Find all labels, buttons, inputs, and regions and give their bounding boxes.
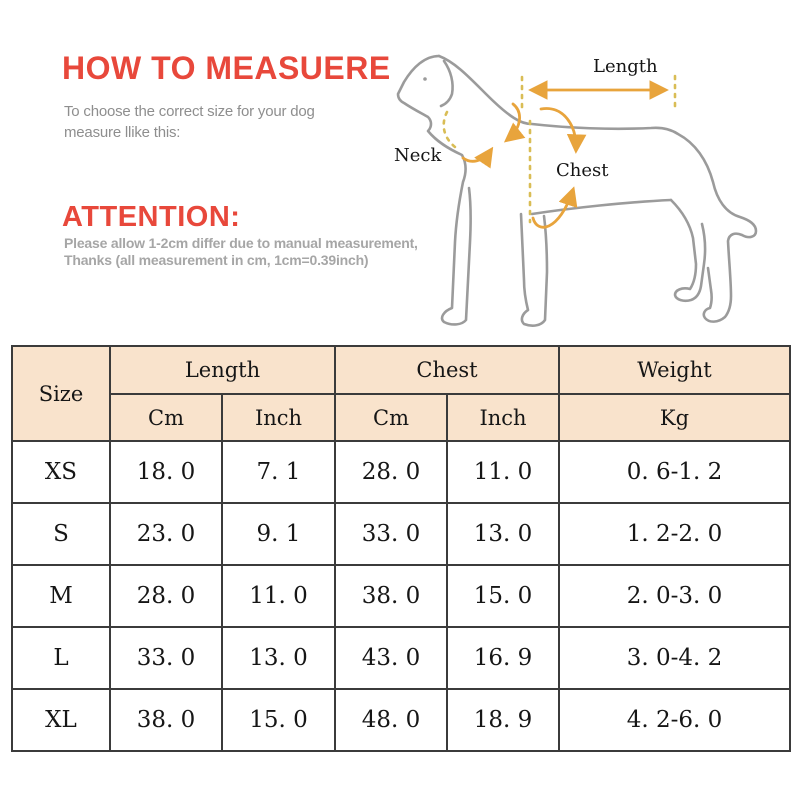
table-cell: 18. 9 xyxy=(447,689,559,751)
table-cell: 16. 9 xyxy=(447,627,559,689)
table-cell: 11. 0 xyxy=(222,565,335,627)
table-row-m xyxy=(12,565,790,627)
col-header-size: Size xyxy=(12,346,110,441)
page-title: HOW TO MEASUERE xyxy=(62,50,391,86)
col-header-length-inch: Inch xyxy=(222,394,335,441)
dog-eye-dot xyxy=(423,77,427,81)
neck-label: Neck xyxy=(394,145,442,166)
size-chart-table xyxy=(11,345,791,752)
col-header-chest-inch: Inch xyxy=(447,394,559,441)
table-cell: 15. 0 xyxy=(222,689,335,751)
col-header-length: Length xyxy=(110,346,335,394)
table-cell: 3. 0-4. 2 xyxy=(559,627,790,689)
table-cell: XS xyxy=(12,441,110,503)
dog-hindleg-path xyxy=(671,200,705,301)
col-header-length-cm: Cm xyxy=(110,394,222,441)
neck-arrow-lower-icon xyxy=(463,150,491,161)
length-label: Length xyxy=(593,56,658,77)
dog-measurement-diagram xyxy=(375,30,795,345)
table-row-l xyxy=(12,627,790,689)
table-cell: 7. 1 xyxy=(222,441,335,503)
table-row-xl xyxy=(12,689,790,751)
table-cell: S xyxy=(12,503,110,565)
col-header-weight: Weight xyxy=(559,346,790,394)
table-cell: 4. 2-6. 0 xyxy=(559,689,790,751)
table-cell: XL xyxy=(12,689,110,751)
table-row-s xyxy=(12,503,790,565)
table-cell: 0. 6-1. 2 xyxy=(559,441,790,503)
table-header-row-groups xyxy=(12,346,790,394)
table-cell: 38. 0 xyxy=(335,565,447,627)
table-cell: 33. 0 xyxy=(110,627,222,689)
neck-arrow-upper-icon xyxy=(507,104,520,140)
table-cell: 33. 0 xyxy=(335,503,447,565)
howto-subtitle xyxy=(64,101,315,143)
attention-body-line1: Please allow 1-2cm differ due to manual measurement, xyxy=(64,235,418,251)
table-cell: 28. 0 xyxy=(110,565,222,627)
table-cell: 15. 0 xyxy=(447,565,559,627)
table-cell: 1. 2-2. 0 xyxy=(559,503,790,565)
table-cell: 28. 0 xyxy=(335,441,447,503)
table-cell: 48. 0 xyxy=(335,689,447,751)
table-cell: 38. 0 xyxy=(110,689,222,751)
table-cell: 13. 0 xyxy=(447,503,559,565)
dog-belly-path xyxy=(532,200,671,214)
neck-dashed-guide xyxy=(444,112,455,147)
col-header-chest-cm: Cm xyxy=(335,394,447,441)
table-row-xs xyxy=(12,441,790,503)
howto-subtitle-line2: measure llike this: xyxy=(64,124,181,141)
table-cell: M xyxy=(12,565,110,627)
table-cell: 43. 0 xyxy=(335,627,447,689)
table-cell: 23. 0 xyxy=(110,503,222,565)
chest-label: Chest xyxy=(556,160,609,181)
dog-head-chest-path xyxy=(398,56,471,324)
table-cell: L xyxy=(12,627,110,689)
table-cell: 2. 0-3. 0 xyxy=(559,565,790,627)
howto-subtitle-line1: To choose the correct size for your dog xyxy=(64,103,315,120)
chest-arrow-upper-icon xyxy=(541,108,576,150)
col-header-weight-kg: Kg xyxy=(559,394,790,441)
table-cell: 9. 1 xyxy=(222,503,335,565)
col-header-chest: Chest xyxy=(335,346,559,394)
table-cell: 11. 0 xyxy=(447,441,559,503)
dog-ear-path xyxy=(441,61,453,106)
dog-back-tail-path xyxy=(439,56,756,322)
table-cell: 18. 0 xyxy=(110,441,222,503)
attention-body-line2: Thanks (all measurement in cm, 1cm=0.39inch) xyxy=(64,252,369,268)
dog-frontleg-path xyxy=(521,214,547,326)
attention-title: ATTENTION: xyxy=(62,201,241,233)
table-header-row-units xyxy=(12,394,790,441)
attention-body xyxy=(64,235,418,269)
table-cell: 13. 0 xyxy=(222,627,335,689)
